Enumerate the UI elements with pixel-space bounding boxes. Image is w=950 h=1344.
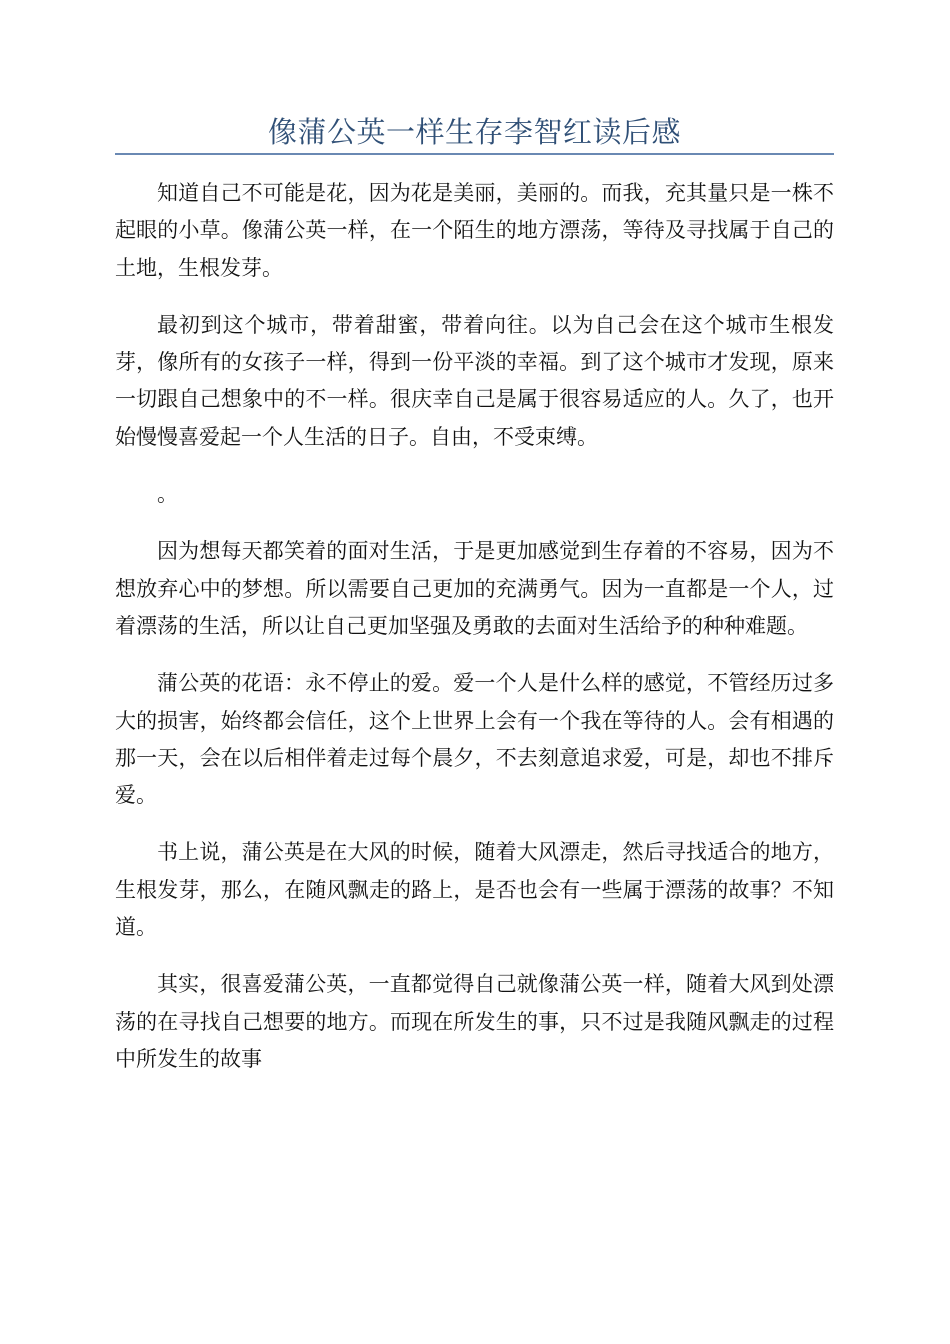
paragraph-4: 因为想每天都笑着的面对生活，于是更加感觉到生存着的不容易，因为不想放弃心中的梦想。所以需要自己更加的充满勇气。因为一直都是一个人，过着漂荡的生活，所以让自己更加坚强及勇敢的去面对生活给予的种种难题。: [115, 539, 834, 638]
paragraph-1: 知道自己不可能是花，因为花是美丽，美丽的。而我，充其量只是一株不起眼的小草。像蒲公英一样，在一个陌生的地方漂荡，等待及寻找属于自己的土地，生根发芽。: [115, 181, 834, 280]
paragraph-2: 最初到这个城市，带着甜蜜，带着向往。以为自己会在这个城市生根发芽，像所有的女孩子一样，得到一份平淡的幸福。到了这个城市才发现，原来一切跟自己想象中的不一样。很庆幸自己是属于很容易适应的人。久了，也开始慢慢喜爱起一个人生活的日子。自由，不受束缚。: [115, 312, 834, 449]
paragraph-7: 其实，很喜爱蒲公英，一直都觉得自己就像蒲公英一样，随着大风到处漂荡的在寻找自己想要的地方。而现在所发生的事，只不过是我随风飘走的过程中所发生的故事: [115, 972, 834, 1071]
document-title: 像蒲公英一样生存李智红读后感: [267, 115, 681, 149]
paragraph-3: 。: [157, 482, 178, 507]
title-underline: [115, 153, 834, 155]
paragraph-5: 蒲公英的花语：永不停止的爱。爱一个人是什么样的感觉，不管经历过多大的损害，始终都会信任，这个上世界上会有一个我在等待的人。会有相遇的那一天，会在以后相伴着走过每个晨夕，不去刻意追求爱，可是，却也不排斥爱。: [115, 671, 834, 808]
paragraph-6: 书上说，蒲公英是在大风的时候，随着大风漂走，然后寻找适合的地方，生根发芽，那么，在随风飘走的路上，是否也会有一些属于漂荡的故事？不知道。: [115, 840, 834, 940]
document-body: [115, 175, 834, 1098]
